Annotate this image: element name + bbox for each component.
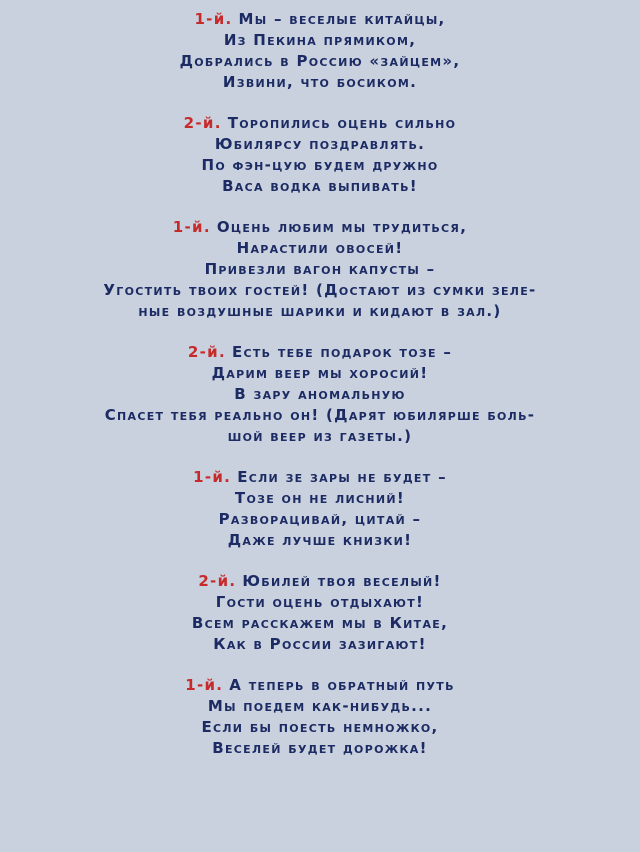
poem-line: Разворацивай, цитай – [218, 510, 422, 528]
line-text: Если зе зары не будет – [237, 468, 447, 486]
poem-line: Привезли вагон капусты – [204, 260, 436, 278]
speaker-label: 2-й. [187, 343, 226, 361]
poem-line: Нарастили овосей! [236, 239, 404, 257]
stanza-first-line [173, 217, 467, 238]
poem-line: Юбилярсу поздравлять. [214, 135, 426, 153]
poem-line: ные воздушные шарики и кидают в зал.) [138, 302, 502, 320]
stanza [103, 217, 536, 322]
poem-line: Дарим веер мы хоросий! [211, 364, 429, 382]
stanza [103, 467, 536, 551]
poem-line: Если бы поесть немножко, [201, 718, 439, 736]
line-text: Торопились оцень сильно [227, 114, 457, 132]
stanza [103, 342, 536, 447]
poem-line: Из Пекина прямиком, [223, 31, 417, 49]
line-text: Оцень любим мы трудиться, [216, 218, 468, 236]
poem-line: Как в России зазигают! [213, 635, 427, 653]
speaker-label: 1-й. [172, 218, 211, 236]
speaker-label: 2-й. [183, 114, 222, 132]
poem-body [103, 9, 536, 779]
poem-line: Спасет тебя реально он! (Дарят юбилярше боль- [104, 406, 536, 424]
poem-line: Всем расскажем мы в Китае, [191, 614, 449, 632]
poem-line: По фэн-цую будем дружно [201, 156, 439, 174]
poem-line: Гости оцень отдыхают! [215, 593, 425, 611]
poem-line: Даже лучше книзки! [227, 531, 413, 549]
stanza-first-line [185, 675, 455, 696]
speaker-label: 2-й. [198, 572, 237, 590]
stanza-first-line [194, 9, 445, 30]
poem-line: Угостить твоих гостей! (Достают из сумки зеле- [103, 281, 537, 299]
line-text: Есть тебе подарок тозе – [231, 343, 453, 361]
stanza [103, 571, 536, 655]
stanza [103, 675, 536, 759]
poem-line: Васа водка выпивать! [222, 177, 418, 195]
speaker-label: 1-й. [193, 468, 232, 486]
poem-line: Добрались в Россию «зайцем», [179, 52, 461, 70]
poem-line: шой веер из газеты.) [227, 427, 413, 445]
line-text: Мы – веселые китайцы, [238, 10, 446, 28]
poem-line: Тозе он не лисний! [234, 489, 406, 507]
poem-line: В зару аномальную [234, 385, 406, 403]
stanza-first-line [188, 342, 452, 363]
poem-line: Веселей будет дорожка! [212, 739, 428, 757]
stanza [103, 9, 536, 93]
poem-line: Мы поедем как-нибудь... [207, 697, 433, 715]
stanza-first-line [184, 113, 457, 134]
stanza [103, 113, 536, 197]
stanza-first-line [193, 467, 447, 488]
stanza-first-line [198, 571, 441, 592]
speaker-label: 1-й. [194, 10, 233, 28]
poem-line: Извини, что босиком. [222, 73, 418, 91]
line-text: Юбилей твоя веселый! [242, 572, 442, 590]
speaker-label: 1-й. [185, 676, 224, 694]
line-text: А теперь в обратный путь [229, 676, 455, 694]
